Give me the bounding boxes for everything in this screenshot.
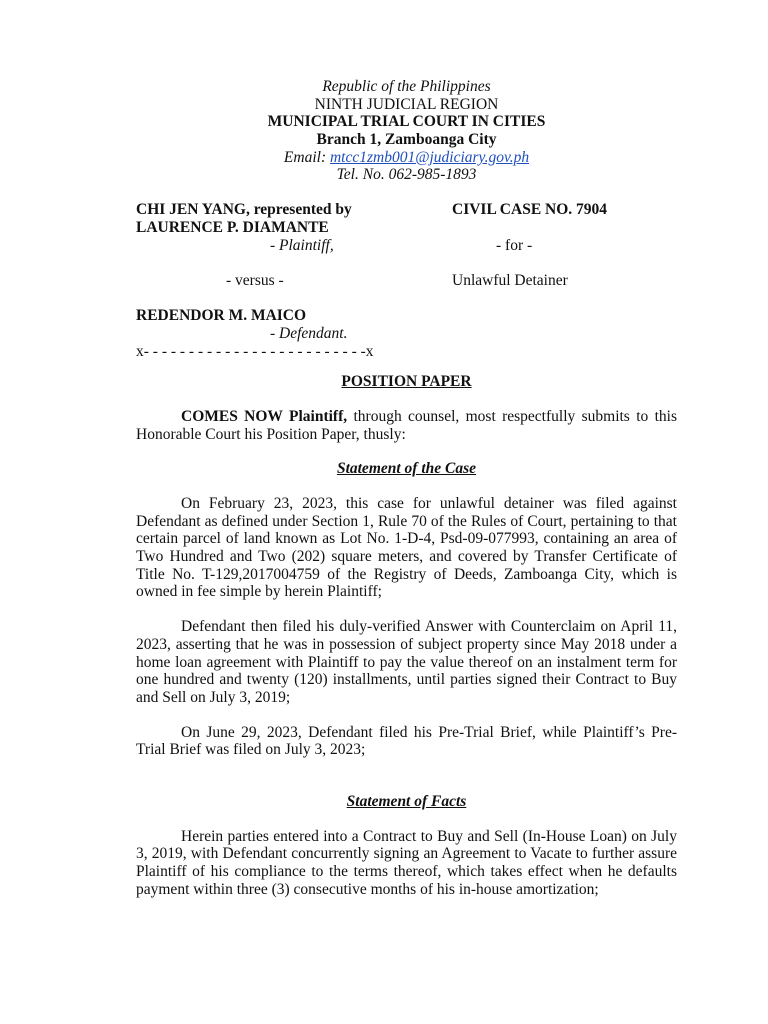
case-paragraph-3: On June 29, 2023, Defendant filed his Pre-Trial Brief, while Plaintiff’s Pre-Trial Brief was filed on July 3, 2023; — [136, 723, 677, 759]
email-link[interactable]: mtcc1zmb001@judiciary.gov.ph — [329, 148, 530, 166]
versus-label: - versus - — [226, 271, 284, 289]
case-number: CIVIL CASE NO. 7904 — [452, 201, 608, 219]
case-paragraph-2: Defendant then filed his duly-verified Answer with Counterclaim on April 11, 2023, asserting that he was in possession of subject property since May 2018 under a home loan agreement with Plaintiff to pay the value thereof on an instalment term for one hundred and twenty (120) installments, until parties signed their Contract to Buy and Sell on July 3, 2019; — [136, 618, 677, 706]
defendant-role: - Defendant. — [270, 324, 348, 342]
document-title: POSITION PAPER — [341, 373, 472, 391]
case-paragraph-1: On February 23, 2023, this case for unlawful detainer was filed against Defendant as defined under Section 1, Rule 70 of the Rules of Court, pertaining to that certain parcel of land known as Lot No. 1-D-4, Psd-09-077993, containing an area of Two Hundred and Two (202) square meters, and covered by Transfer Certificate of Title No. T-129,2017004759 of the Registry of Deeds, Zamboanga City, which is owned in fee simple by herein Plaintiff; — [136, 494, 677, 601]
intro-text: through counsel, most respectfully submits to this Honorable Court his Position Paper, thusly: — [136, 407, 677, 443]
email-line — [136, 149, 677, 167]
statement-of-case-heading: Statement of the Case — [336, 460, 477, 478]
region-line: NINTH JUDICIAL REGION — [314, 95, 499, 113]
caption-separator: x- - - - - - - - - - - - - - - - - - - - - - - - -x — [136, 342, 374, 360]
tel-line: Tel. No. 062-985-1893 — [336, 166, 477, 184]
case-nature: Unlawful Detainer — [452, 271, 568, 289]
email-label: Email: — [283, 148, 330, 166]
document-page — [136, 78, 677, 899]
court-name: MUNICIPAL TRIAL COURT IN CITIES — [267, 113, 546, 131]
court-header — [136, 78, 677, 184]
intro-lead: COMES NOW Plaintiff, — [181, 407, 348, 425]
defendant-name: REDENDOR M. MAICO — [136, 307, 307, 325]
statement-of-facts-heading: Statement of Facts — [346, 793, 467, 811]
plaintiff-name-line1: CHI JEN YANG, represented by — [136, 201, 352, 219]
intro-paragraph — [136, 408, 677, 443]
republic-line: Republic of the Philippines — [322, 78, 491, 95]
plaintiff-role: - Plaintiff, — [270, 236, 334, 254]
case-caption — [136, 201, 677, 360]
for-label: - for - — [496, 236, 533, 254]
facts-paragraph-1: Herein parties entered into a Contract to Buy and Sell (In-House Loan) on July 3, 2019, with Defendant concurrently signing an Agreement to Vacate to further assure Plaintiff of his compliance to the terms thereof, which takes effect when he defaults payment within three (3) consecutive months of his in-house amortization; — [136, 827, 677, 898]
plaintiff-name-line2: LAURENCE P. DIAMANTE — [136, 218, 329, 236]
branch-line: Branch 1, Zamboanga City — [316, 131, 497, 149]
